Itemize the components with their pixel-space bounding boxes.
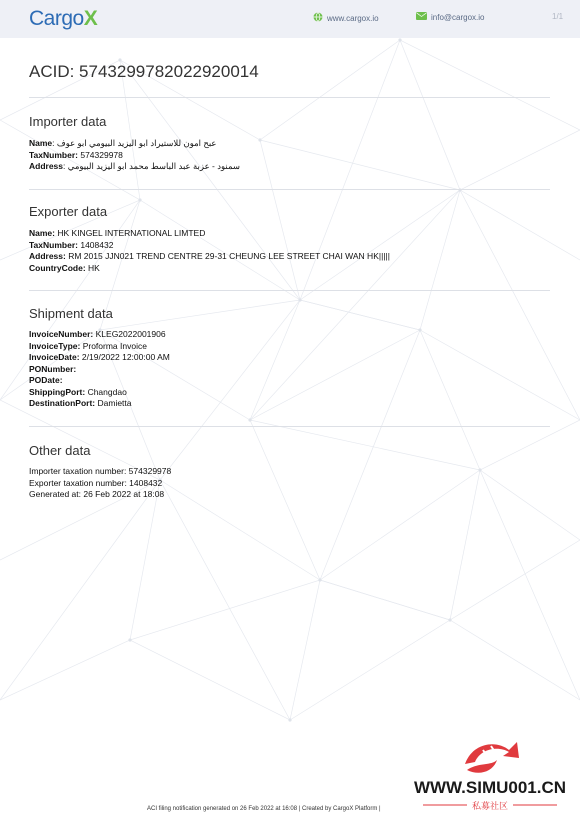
divider — [29, 97, 550, 98]
logo-x: X — [83, 7, 98, 30]
shipping-port-value: Changdao — [87, 386, 127, 397]
field-label: Name — [29, 138, 53, 148]
importer-name-row — [29, 138, 240, 150]
field-label: TaxNumber: — [29, 149, 78, 160]
importer-tax-row — [29, 150, 240, 162]
field-label: PONumber: — [29, 363, 77, 374]
logo-text: Cargo — [29, 7, 84, 30]
field-label: InvoiceDate: — [29, 352, 80, 362]
importer-name-value: عبح امون للاستيراد ابو اليزيد البيومي ابو عوف : — [52, 138, 217, 148]
other-section-title: Other data — [29, 443, 91, 458]
exporter-country-value: HK — [88, 262, 100, 273]
invoice-date-row — [29, 352, 170, 364]
generated-at-row: Generated at: 26 Feb 2022 at 18:08 — [29, 489, 165, 499]
acid-title: ACID: 5743299782022920014 — [29, 62, 259, 81]
field-label: InvoiceType: — [29, 340, 81, 351]
field-label: TaxNumber: — [29, 239, 78, 250]
invoice-date-value: 2/19/2022 12:00:00 AM — [81, 352, 170, 362]
watermark-site-text: WWW.SIMU001.CN — [413, 778, 567, 797]
exporter-name-value: HK KINGEL INTERNATIONAL LIMTED — [57, 228, 206, 238]
field-label: InvoiceNumber: — [29, 329, 94, 339]
importer-tax-value: 574329978 — [80, 149, 123, 160]
po-number-row — [29, 364, 170, 376]
invoice-number-row — [29, 329, 170, 341]
watermark-cn-text: 私募社区 — [471, 802, 509, 812]
exporter-fields — [29, 228, 390, 274]
field-label: DestinationPort: — [29, 398, 96, 408]
po-date-row — [29, 375, 170, 387]
invoice-type-value: Proforma Invoice — [82, 340, 147, 351]
exporter-tax-value: 1408432 — [80, 239, 114, 250]
shipping-port-row — [29, 387, 170, 399]
shipment-section-title: Shipment data — [29, 306, 113, 321]
destination-port-row — [29, 398, 170, 410]
field-label: Name: — [29, 228, 55, 238]
exporter-tax-row — [29, 240, 390, 252]
field-label: ShippingPort: — [29, 386, 86, 397]
divider — [29, 426, 550, 427]
importer-fields — [29, 138, 240, 173]
website-link[interactable]: www.cargox.io — [327, 13, 379, 23]
field-label: Address — [29, 161, 64, 171]
exporter-address-value: RM 2015 JJN021 TREND CENTRE 29-31 CHEUNG LEE STREET CHAI WAN HK||||| — [68, 251, 390, 261]
email-link[interactable]: info@cargox.io — [431, 12, 485, 22]
exporter-country-row — [29, 263, 390, 275]
field-label: Address: — [29, 251, 66, 261]
exporter-taxation-row: Exporter taxation number: 1408432 — [29, 477, 163, 488]
invoice-type-row — [29, 341, 170, 353]
exporter-name-row — [29, 228, 390, 240]
invoice-number-value: KLEG2022001906 — [95, 329, 166, 339]
importer-section-title: Importer data — [29, 114, 107, 129]
page-footer: ACI filing notification generated on 26 Feb 2022 at 16:08 | Created by CargoX Platform | — [147, 806, 381, 812]
exporter-section-title: Exporter data — [29, 204, 108, 219]
exporter-address-row — [29, 251, 390, 263]
shipment-fields — [29, 329, 170, 410]
field-label: PODate: — [29, 375, 63, 385]
importer-taxation-row: Importer taxation number: 574329978 — [29, 466, 172, 476]
divider — [29, 290, 550, 291]
other-fields — [29, 466, 171, 501]
destination-port-value: Damietta — [97, 398, 132, 408]
importer-address-row — [29, 161, 240, 173]
divider — [29, 189, 550, 190]
importer-address-value: سمنود - عزبة عبد الباسط محمد ابو اليزيد البيومي : — [63, 161, 240, 171]
page-number: 1/1 — [552, 12, 564, 21]
field-label: CountryCode: — [29, 262, 86, 273]
